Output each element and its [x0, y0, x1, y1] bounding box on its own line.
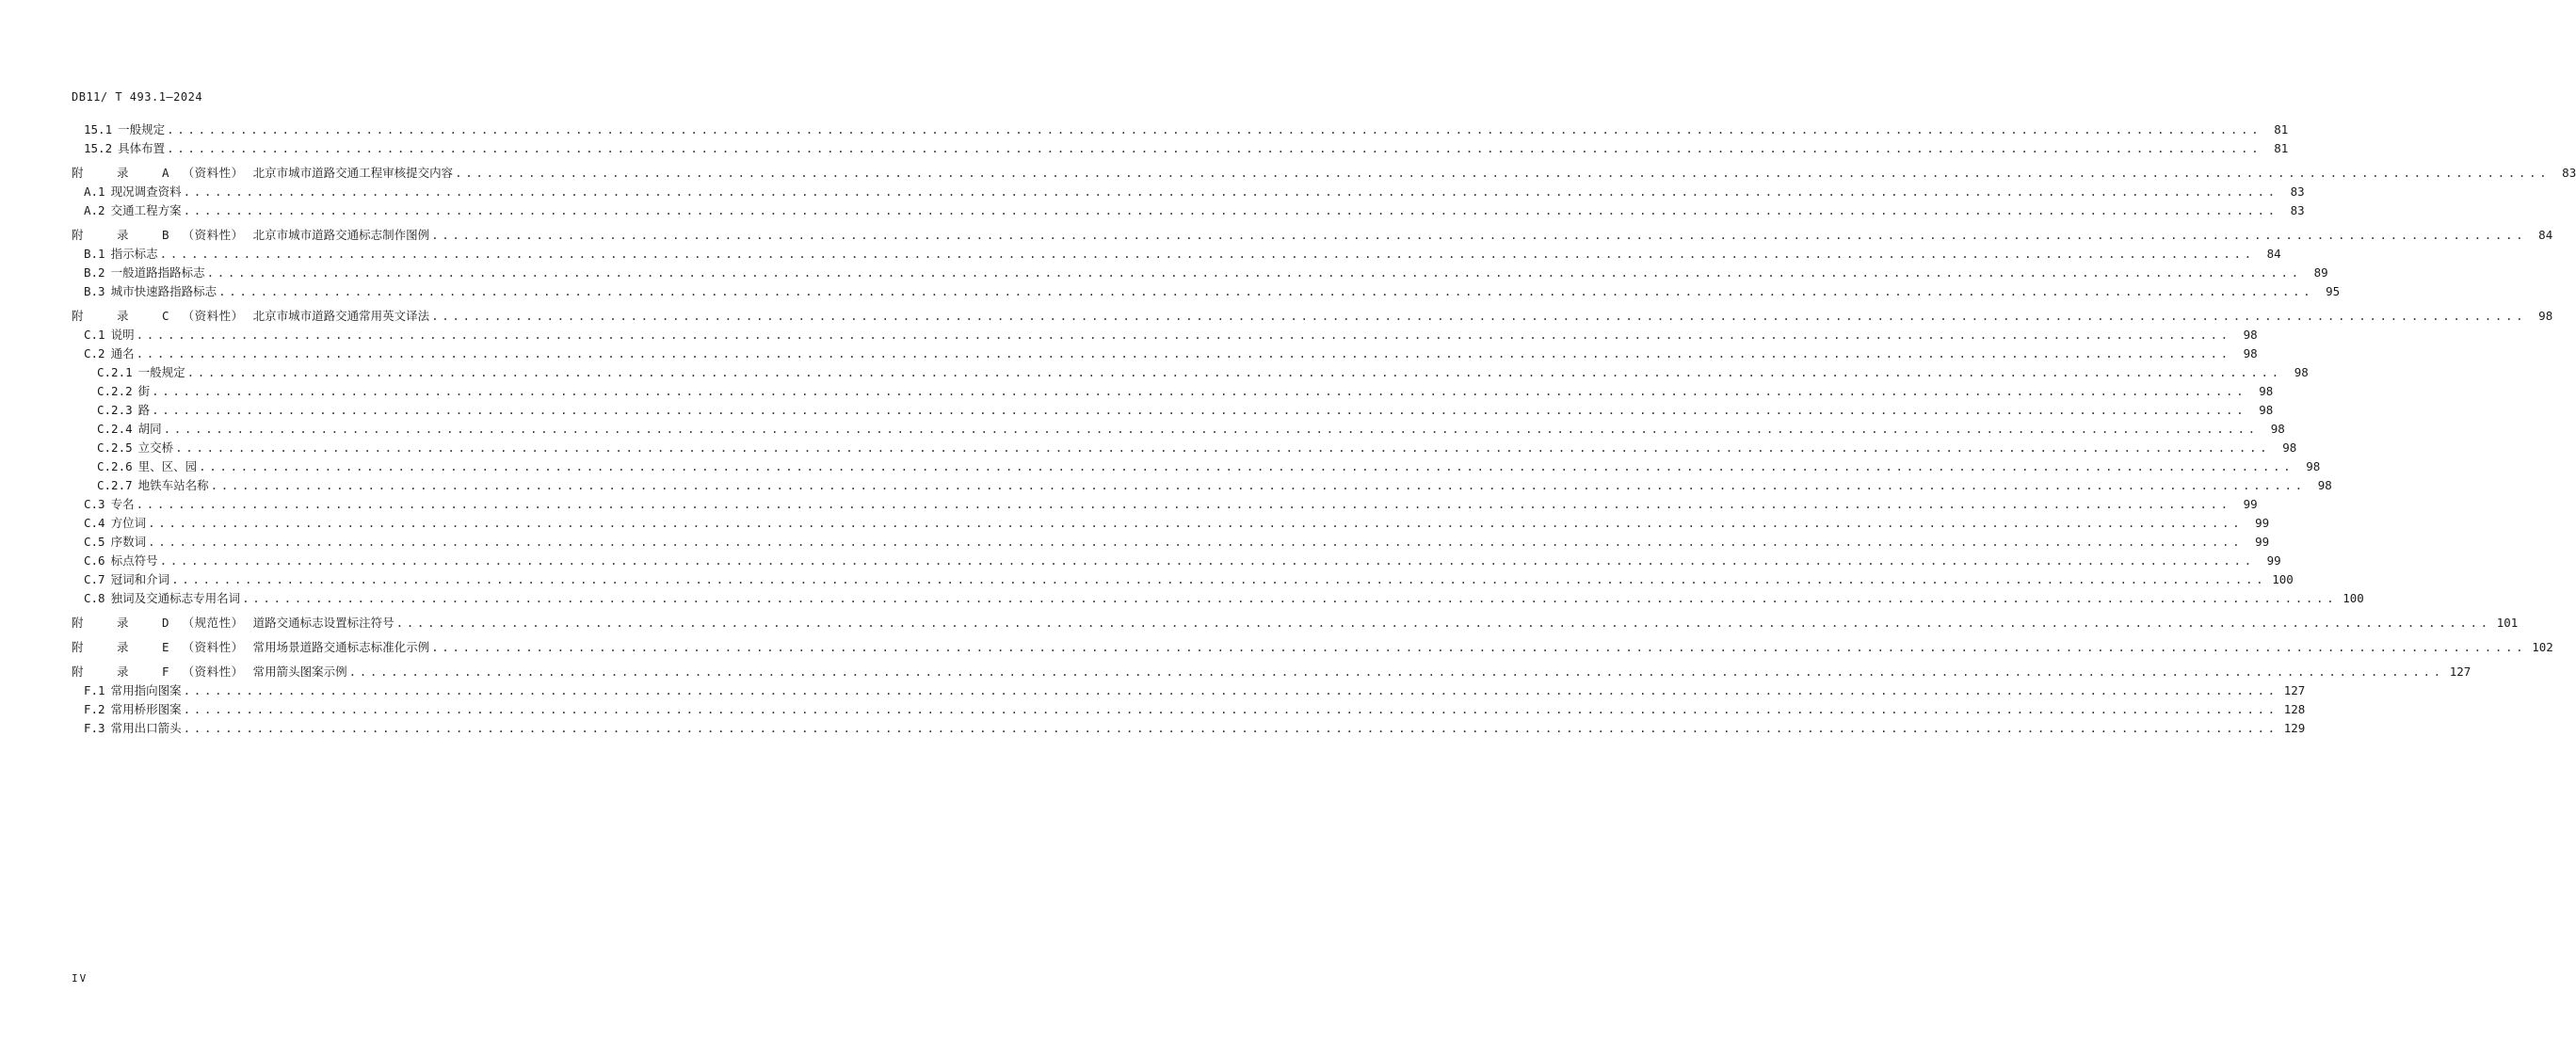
toc-appendix-category: （资料性）: [182, 228, 244, 242]
toc-entry-number: C.2.3: [97, 403, 133, 417]
toc-dot-leader: ........................................................................................................................................................................................................: [206, 265, 2302, 280]
toc-entry-number: B.1: [84, 247, 105, 261]
toc-entry-number: C.2.1: [97, 365, 133, 379]
toc-entry-number: C.2: [84, 346, 105, 360]
toc-entry-number: 附 录 A: [72, 166, 183, 180]
document-code-header: DB11/ T 493.1—2024: [72, 90, 203, 104]
toc-entry-title: 北京市城市道路交通常用英文译法: [252, 309, 430, 323]
toc-dot-leader: ........................................................................................................................................................................................................: [183, 203, 2278, 217]
toc-page-number: 89: [2313, 265, 2328, 280]
toc-entry-number: C.3: [84, 497, 105, 511]
toc-dot-leader: ........................................................................................................................................................................................................: [152, 384, 2247, 398]
toc-dot-leader: ........................................................................................................................................................................................................: [218, 284, 2314, 298]
toc-entry-title: 冠词和介词: [110, 572, 170, 586]
toc-page-number: 98: [2538, 309, 2553, 323]
toc-entry-title: 常用场景道路交通标志标准化示例: [252, 640, 430, 654]
toc-page-number: 127: [2449, 665, 2471, 679]
toc-page-number: 81: [2274, 141, 2289, 155]
toc-entry-title: 现况调查资料: [110, 184, 182, 199]
toc-entry-number: C.1: [84, 328, 105, 342]
toc-appendix-entry[interactable]: [72, 307, 2553, 326]
toc-page-number: 98: [2306, 459, 2321, 473]
toc-page-number: 99: [2266, 553, 2281, 568]
toc-entry[interactable]: [84, 344, 2258, 363]
toc-entry-title: 说明: [110, 328, 135, 342]
toc-entry[interactable]: [84, 326, 2258, 344]
toc-entry-number: C.2.2: [97, 384, 133, 398]
toc-page-number: 100: [2343, 591, 2364, 605]
toc-page-number: 98: [2270, 422, 2285, 436]
toc-entry-number: 15.1: [84, 122, 113, 136]
toc-dot-leader: ........................................................................................................................................................................................................: [159, 247, 2255, 261]
toc-appendix-entry[interactable]: [72, 638, 2553, 657]
toc-page-number: 98: [2282, 440, 2297, 455]
toc-page-number: 98: [2317, 478, 2332, 492]
toc-page-number: 83: [2290, 184, 2305, 199]
toc-entry-title: 北京市城市道路交通标志制作图例: [252, 228, 430, 242]
toc-page-number: 98: [2243, 328, 2258, 342]
toc-appendix-entry[interactable]: [72, 663, 2471, 681]
toc-entry[interactable]: [97, 457, 2321, 476]
toc-appendix-entry[interactable]: [72, 164, 2576, 183]
toc-entry[interactable]: [84, 183, 2305, 201]
toc-dot-leader: ........................................................................................................................................................................................................: [183, 184, 2278, 199]
toc-entry-title: 常用指向图案: [110, 683, 182, 697]
toc-entry-title: 序数词: [110, 535, 147, 549]
toc-page-number: 83: [2562, 166, 2576, 180]
toc-dot-leader: ........................................................................................................................................................................................................: [159, 553, 2255, 568]
toc-entry-title: 城市快速路指路标志: [110, 284, 217, 298]
toc-entry[interactable]: [97, 420, 2285, 439]
toc-entry-number: B.3: [84, 284, 105, 298]
toc-entry[interactable]: [84, 700, 2306, 719]
toc-entry[interactable]: [84, 533, 2270, 552]
toc-entry-number: B.2: [84, 265, 105, 280]
toc-entry[interactable]: [97, 439, 2297, 457]
toc-entry[interactable]: [84, 201, 2305, 220]
toc-entry-title: 通名: [110, 346, 135, 360]
toc-dot-leader: ........................................................................................................................................................................................................: [199, 459, 2294, 473]
toc-entry-title: 常用出口箭头: [110, 721, 182, 735]
toc-page-number: 84: [2538, 228, 2553, 242]
toc-entry-title: 北京市城市道路交通工程审核提交内容: [252, 166, 454, 180]
toc-entry-number: A.2: [84, 203, 105, 217]
toc-dot-leader: ........................................................................................................................................................................................................: [148, 535, 2244, 549]
toc-page-number: 101: [2496, 616, 2519, 630]
toc-dot-leader: ........................................................................................................................................................................................................: [431, 228, 2527, 242]
toc-entry-number: C.5: [84, 535, 105, 549]
toc-entry[interactable]: [97, 363, 2309, 382]
toc-entry-title: 胡同: [137, 422, 162, 436]
toc-entry-number: C.2.7: [97, 478, 133, 492]
toc-entry[interactable]: [84, 719, 2306, 738]
toc-entry[interactable]: [97, 382, 2274, 401]
toc-dot-leader: ........................................................................................................................................................................................................: [167, 122, 2262, 136]
toc-entry-number: C.2.6: [97, 459, 133, 473]
toc-page-number: 99: [2255, 535, 2270, 549]
toc-entry[interactable]: [97, 476, 2332, 495]
toc-dot-leader: ........................................................................................................................................................................................................: [136, 497, 2231, 511]
toc-page-number: 98: [2259, 403, 2274, 417]
toc-dot-leader: ........................................................................................................................................................................................................: [431, 309, 2527, 323]
toc-page-number: 102: [2532, 640, 2553, 654]
toc-appendix-category: （资料性）: [182, 665, 244, 679]
toc-page-number: 98: [2259, 384, 2274, 398]
toc-entry-title: 一般规定: [118, 122, 166, 136]
toc-entry-title: 标点符号: [110, 553, 158, 568]
toc-entry-number: C.8: [84, 591, 105, 605]
toc-page-number: 129: [2283, 721, 2306, 735]
toc-entry[interactable]: [84, 514, 2270, 533]
toc-entry-title: 道路交通标志设置标注符号: [252, 616, 394, 630]
toc-page-number: 98: [2243, 346, 2258, 360]
toc-dot-leader: ........................................................................................................................................................................................................: [183, 702, 2278, 716]
toc-entry-number: 附 录 E: [72, 640, 183, 654]
toc-entry-title: 里、区、园: [137, 459, 198, 473]
toc-entry-number: C.2.4: [97, 422, 133, 436]
toc-entry-title: 独词及交通标志专用名词: [110, 591, 241, 605]
toc-entry-number: C.2.5: [97, 440, 133, 455]
toc-dot-leader: ........................................................................................................................................................................................................: [175, 440, 2271, 455]
toc-entry-title: 方位词: [110, 516, 147, 530]
toc-entry-title: 街: [137, 384, 151, 398]
toc-page-number: 84: [2266, 247, 2281, 261]
toc-entry-title: 地铁车站名称: [137, 478, 209, 492]
toc-dot-leader: ........................................................................................................................................................................................................: [163, 422, 2259, 436]
toc-entry[interactable]: [84, 589, 2364, 608]
toc-page-number: 98: [2294, 365, 2309, 379]
toc-page-number: 127: [2283, 683, 2306, 697]
toc-appendix-entry[interactable]: [72, 614, 2519, 633]
toc-page-number: 99: [2243, 497, 2258, 511]
toc-dot-leader: ........................................................................................................................................................................................................: [186, 365, 2282, 379]
toc-dot-leader: ........................................................................................................................................................................................................: [136, 328, 2231, 342]
toc-entry-number: C.6: [84, 553, 105, 568]
toc-dot-leader: ........................................................................................................................................................................................................: [242, 591, 2338, 605]
toc-entry[interactable]: [84, 495, 2258, 514]
toc-entry[interactable]: [84, 139, 2289, 158]
toc-dot-leader: ........................................................................................................................................................................................................: [167, 141, 2262, 155]
toc-entry-number: 附 录 F: [72, 665, 183, 679]
toc-dot-leader: ........................................................................................................................................................................................................: [455, 166, 2551, 180]
toc-entry-number: F.3: [84, 721, 105, 735]
toc-page-number: 100: [2272, 572, 2294, 586]
toc-entry-title: 常用桥形图案: [110, 702, 182, 716]
toc-entry-number: 附 录 B: [72, 228, 183, 242]
toc-entry-number: F.1: [84, 683, 105, 697]
toc-page-number: 99: [2255, 516, 2270, 530]
toc-dot-leader: ........................................................................................................................................................................................................: [136, 346, 2231, 360]
toc-entry-title: 专名: [110, 497, 135, 511]
toc-appendix-category: （资料性）: [182, 640, 244, 654]
toc-entry-title: 常用箭头图案示例: [252, 665, 347, 679]
toc-entry-number: 15.2: [84, 141, 113, 155]
toc-entry-title: 具体布置: [118, 141, 166, 155]
toc-dot-leader: ........................................................................................................................................................................................................: [152, 403, 2247, 417]
toc-entry-number: A.1: [84, 184, 105, 199]
toc-dot-leader: ........................................................................................................................................................................................................: [348, 665, 2444, 679]
toc-entry[interactable]: [84, 552, 2281, 570]
toc-entry[interactable]: [84, 245, 2281, 264]
toc-entry[interactable]: [84, 570, 2294, 589]
toc-appendix-entry[interactable]: [72, 226, 2553, 245]
toc-entry-title: 指示标志: [110, 247, 158, 261]
toc-entry-number: C.4: [84, 516, 105, 530]
toc-dot-leader: ........................................................................................................................................................................................................: [183, 721, 2278, 735]
toc-entry-title: 交通工程方案: [110, 203, 182, 217]
toc-dot-leader: ........................................................................................................................................................................................................: [148, 516, 2244, 530]
toc-page-number: 83: [2290, 203, 2305, 217]
toc-appendix-category: （资料性）: [182, 309, 244, 323]
toc-page-number: 128: [2283, 702, 2306, 716]
toc-page-number: 81: [2274, 122, 2289, 136]
toc-entry-number: 附 录 C: [72, 309, 183, 323]
toc-appendix-category: （规范性）: [182, 616, 244, 630]
toc-entry-title: 路: [137, 403, 151, 417]
toc-entry[interactable]: [84, 120, 2289, 139]
toc-dot-leader: ........................................................................................................................................................................................................: [395, 616, 2491, 630]
toc-entry-title: 一般规定: [137, 365, 185, 379]
toc-entry-number: 附 录 D: [72, 616, 183, 630]
toc-entry[interactable]: [84, 282, 2341, 301]
toc-dot-leader: ........................................................................................................................................................................................................: [210, 478, 2306, 492]
toc-dot-leader: ........................................................................................................................................................................................................: [171, 572, 2267, 586]
toc-entry-number: C.7: [84, 572, 105, 586]
toc-entry[interactable]: [84, 681, 2306, 700]
toc-dot-leader: ........................................................................................................................................................................................................: [431, 640, 2527, 654]
toc-entry-title: 一般道路指路标志: [110, 265, 205, 280]
toc-page-number: 95: [2326, 284, 2341, 298]
toc-entry[interactable]: [97, 401, 2274, 420]
page-number-footer: IV: [72, 972, 89, 985]
toc-appendix-category: （资料性）: [182, 166, 244, 180]
toc-dot-leader: ........................................................................................................................................................................................................: [183, 683, 2278, 697]
toc-entry[interactable]: [84, 264, 2328, 282]
toc-entry-title: 立交桥: [137, 440, 174, 455]
toc-entry-number: F.2: [84, 702, 105, 716]
